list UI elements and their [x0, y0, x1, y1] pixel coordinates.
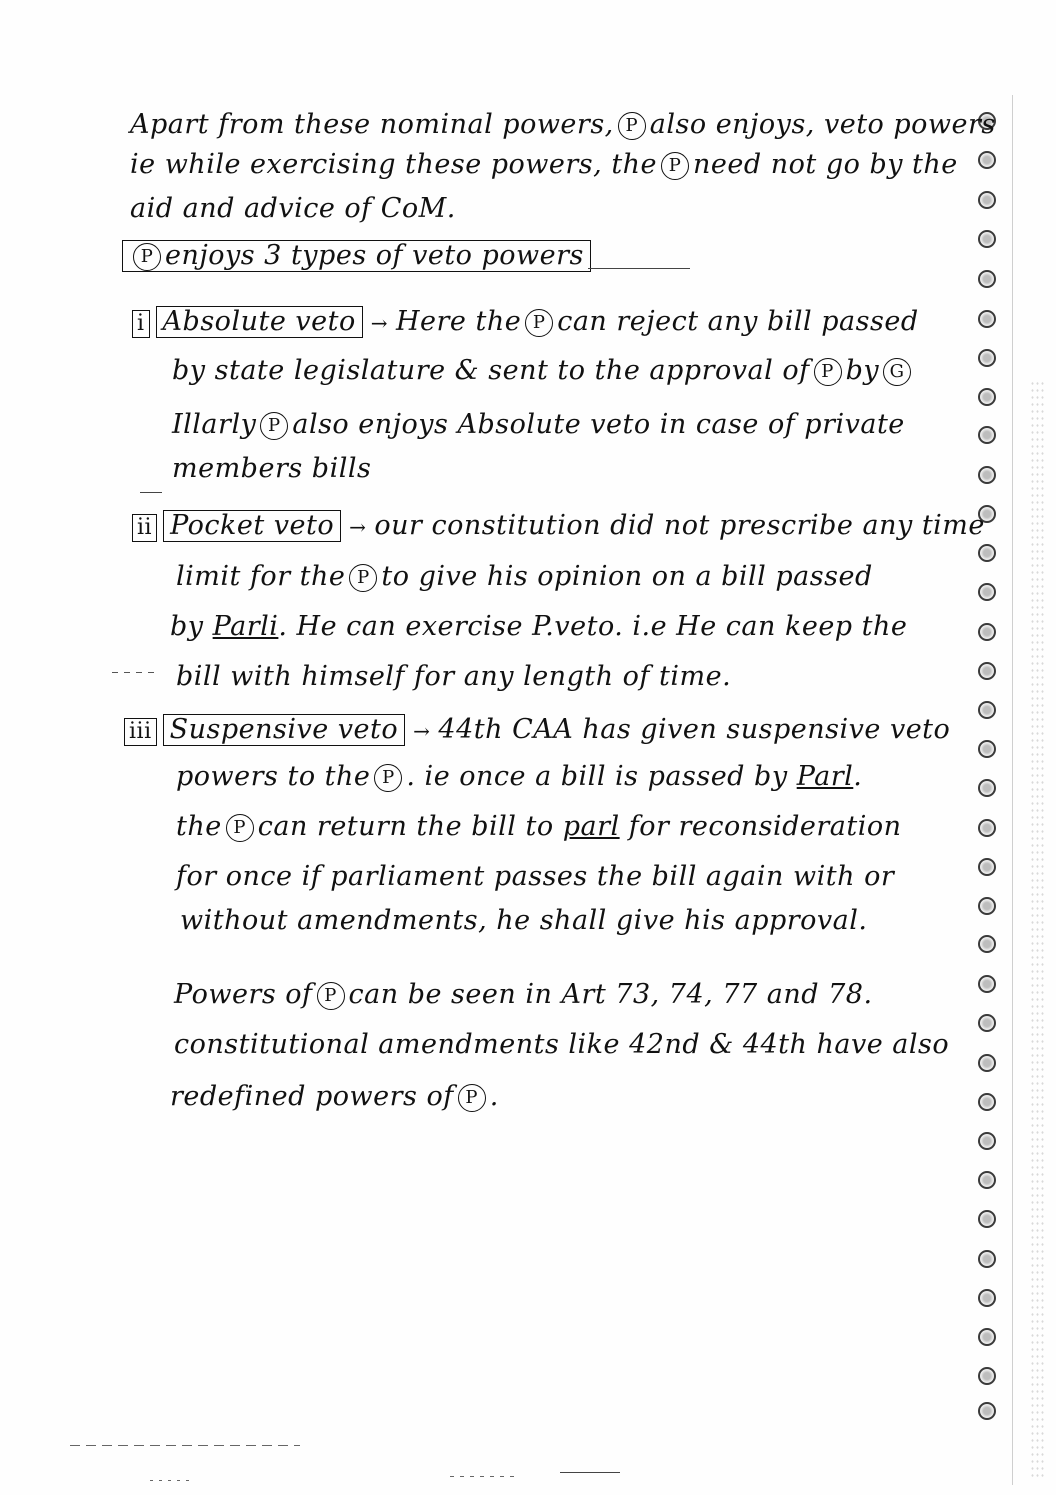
binder-hole-icon — [978, 310, 996, 328]
parliament-abbrev: Parl — [796, 761, 854, 792]
binder-hole-icon — [978, 388, 996, 406]
binder-hole-icon — [978, 1367, 996, 1385]
absolute-text: by — [845, 355, 880, 386]
closing-line-3 — [170, 1082, 499, 1112]
arrow-icon: → — [370, 311, 388, 335]
binder-hole-icon — [978, 975, 996, 993]
binder-hole-icon — [978, 662, 996, 680]
suspensive-veto-title: Suspensive veto — [163, 714, 406, 746]
suspensive-veto-line-2 — [176, 762, 862, 792]
binder-hole-icon — [978, 1289, 996, 1307]
pocket-veto-line-4 — [176, 662, 731, 692]
scan-artifact-line — [560, 1472, 620, 1473]
suspensive-text: without amendments, he shall give his approval. — [180, 905, 868, 936]
closing-line-1 — [174, 980, 873, 1010]
suspensive-veto-line-5 — [180, 906, 868, 936]
president-symbol: P — [618, 112, 646, 140]
absolute-text: Illarly — [172, 409, 257, 440]
pocket-text: limit for the — [176, 561, 346, 592]
intro-line-3 — [130, 194, 456, 224]
binder-hole-icon — [978, 935, 996, 953]
intro-line-2 — [130, 150, 958, 180]
binder-hole-icon — [978, 819, 996, 837]
section-heading — [122, 240, 591, 272]
binder-hole-icon — [978, 779, 996, 797]
closing-text: Powers of — [174, 979, 313, 1010]
absolute-text: can reject any bill passed — [557, 306, 919, 337]
binder-hole-icon — [978, 1093, 996, 1111]
binder-holes — [978, 112, 1000, 1422]
closing-text: can be seen in Art 73, 74, 77 and 78. — [348, 979, 873, 1010]
binder-hole-icon — [978, 623, 996, 641]
absolute-text: Here the — [395, 306, 522, 337]
scan-speckle — [1030, 380, 1046, 1480]
intro-text: need not go by the — [693, 149, 958, 180]
president-symbol: P — [814, 358, 842, 386]
binder-hole-icon — [978, 191, 996, 209]
absolute-text: members bills — [172, 453, 372, 484]
pocket-text: by — [170, 611, 204, 642]
item-number: iii — [124, 718, 157, 746]
absolute-veto-line-1 — [132, 306, 919, 338]
arrow-icon: → — [349, 515, 367, 539]
binder-hole-icon — [978, 1210, 996, 1228]
suspensive-text: for reconsideration — [628, 811, 902, 842]
binder-hole-icon — [978, 740, 996, 758]
intro-text: Apart from these nominal powers, — [130, 109, 614, 140]
stray-dash — [140, 492, 162, 493]
closing-text: constitutional amendments like 42nd & 44th have also — [174, 1029, 950, 1060]
absolute-veto-line-3 — [172, 410, 905, 440]
binder-hole-icon — [978, 426, 996, 444]
binder-hole-icon — [978, 1132, 996, 1150]
intro-text: ie while exercising these powers, the — [130, 149, 658, 180]
scan-artifact-line — [150, 1480, 190, 1481]
closing-text: . — [489, 1081, 499, 1112]
president-symbol: P — [349, 564, 377, 592]
president-symbol: P — [133, 243, 161, 271]
pocket-text: to give his opinion on a bill passed — [381, 561, 873, 592]
absolute-text: by state legislature & sent to the approval of — [172, 355, 810, 386]
suspensive-veto-line-3 — [176, 812, 902, 842]
binder-hole-icon — [978, 544, 996, 562]
governor-symbol: G — [883, 358, 911, 386]
arrow-icon: → — [413, 719, 431, 743]
intro-text: aid and advice of CoM. — [130, 193, 456, 224]
absolute-text: also enjoys Absolute veto in case of private — [292, 409, 905, 440]
pocket-veto-line-3 — [170, 612, 907, 642]
binder-hole-icon — [978, 349, 996, 367]
intro-text: also enjoys, veto powers — [649, 109, 996, 140]
binder-hole-icon — [978, 151, 996, 169]
pocket-veto-line-1 — [132, 510, 985, 542]
pocket-veto-title: Pocket veto — [163, 510, 341, 542]
absolute-veto-line-4 — [172, 454, 371, 484]
president-symbol: P — [260, 412, 288, 440]
heading-text: enjoys 3 types of veto powers — [165, 240, 584, 271]
intro-line-1 — [130, 110, 996, 140]
item-number: ii — [132, 514, 157, 542]
suspensive-veto-line-1 — [124, 714, 950, 746]
president-symbol: P — [226, 814, 254, 842]
binder-hole-icon — [978, 1054, 996, 1072]
parliament-abbrev: parl — [562, 811, 620, 842]
scan-artifact-line — [70, 1445, 300, 1446]
item-number: i — [132, 310, 150, 338]
binder-hole-icon — [978, 466, 996, 484]
president-symbol: P — [458, 1084, 486, 1112]
absolute-veto-title: Absolute veto — [156, 306, 363, 338]
binder-hole-icon — [978, 1328, 996, 1346]
pocket-text: . He can exercise P.veto. i.e He can keep the — [278, 611, 908, 642]
binder-hole-icon — [978, 1402, 996, 1420]
suspensive-text: 44th CAA has given suspensive veto — [438, 714, 951, 745]
suspensive-veto-line-4 — [176, 862, 894, 892]
margin-line — [1012, 95, 1013, 1485]
heading-box — [122, 240, 591, 272]
scan-artifact-line — [450, 1476, 520, 1477]
suspensive-text: the — [176, 811, 222, 842]
stray-dash — [112, 672, 156, 673]
closing-line-2 — [174, 1030, 949, 1060]
suspensive-text: . — [853, 761, 863, 792]
president-symbol: P — [661, 152, 689, 180]
suspensive-text: for once if parliament passes the bill again with or — [176, 861, 895, 892]
president-symbol: P — [525, 309, 553, 337]
pocket-veto-line-2 — [176, 562, 873, 592]
suspensive-text: powers to the — [176, 761, 371, 792]
suspensive-text: can return the bill to — [257, 811, 554, 842]
absolute-veto-line-2 — [172, 356, 915, 386]
parliament-abbrev: Parli — [212, 611, 279, 642]
binder-hole-icon — [978, 583, 996, 601]
binder-hole-icon — [978, 858, 996, 876]
binder-hole-icon — [978, 1014, 996, 1032]
binder-hole-icon — [978, 230, 996, 248]
heading-underline — [588, 268, 690, 269]
binder-hole-icon — [978, 1171, 996, 1189]
president-symbol: P — [374, 764, 402, 792]
binder-hole-icon — [978, 1250, 996, 1268]
suspensive-text: . ie once a bill is passed by — [406, 761, 788, 792]
closing-text: redefined powers of — [170, 1081, 454, 1112]
pocket-text: our constitution did not prescribe any time — [374, 510, 985, 541]
president-symbol: P — [317, 982, 345, 1010]
binder-hole-icon — [978, 701, 996, 719]
binder-hole-icon — [978, 270, 996, 288]
binder-hole-icon — [978, 897, 996, 915]
pocket-text: bill with himself for any length of time. — [176, 661, 732, 692]
